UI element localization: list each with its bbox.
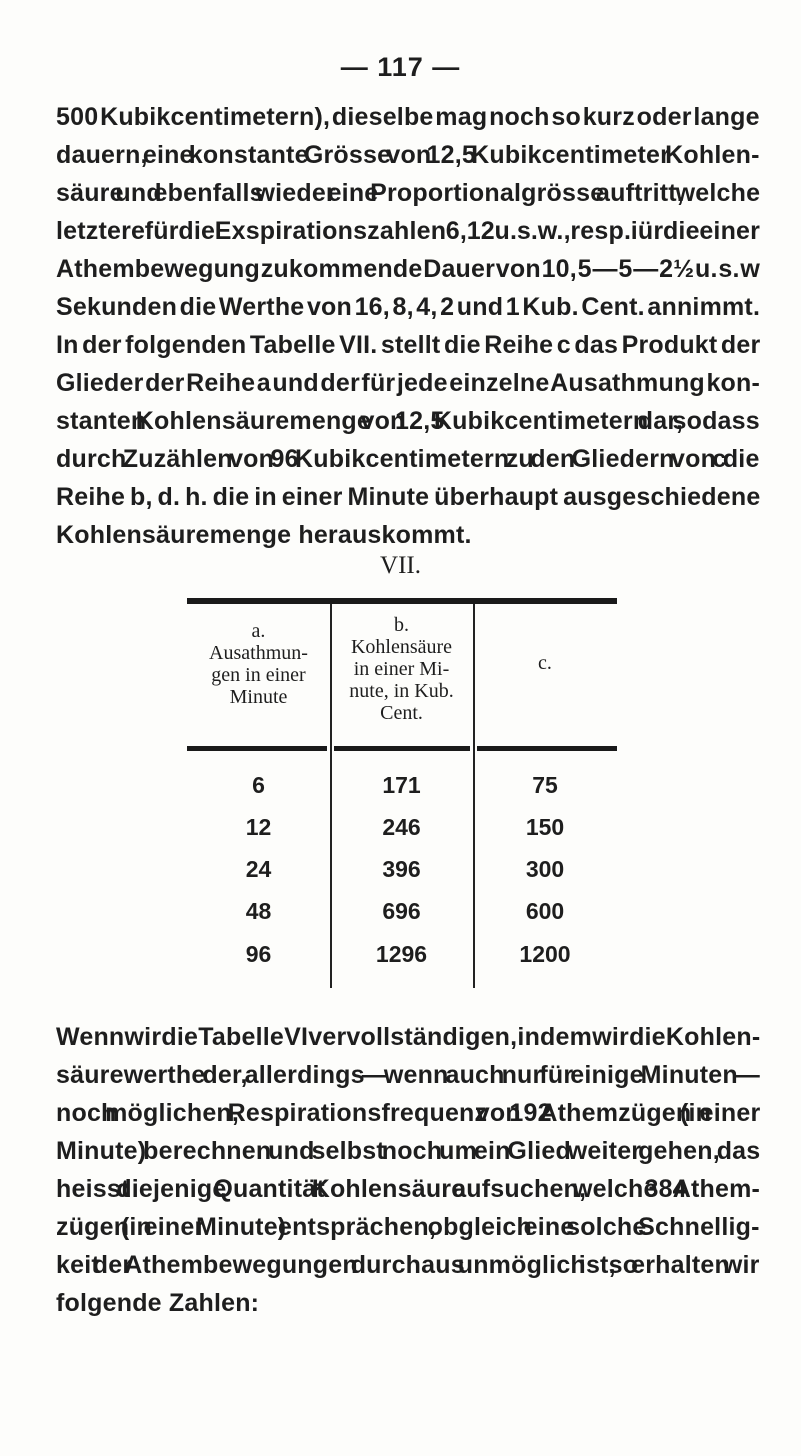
text-line: In der folgenden Tabelle VII. stellt die Reihe c das Produkt der [56,331,761,359]
text-line: Sekunden die Werthe von 16, 8, 4, 2 und 1 Kub. Cent. annimmt. [56,293,761,321]
column-header-c: c. [538,652,552,674]
text-line: noch möglichen, Respirationsfrequenz von 192 Athemzügen (in einer [56,1099,761,1127]
header-rule [477,746,617,751]
table-cell: 1200 [519,941,571,967]
text-line: Glieder der Reihe a und der für jede einzelne Ausathmung kon- [56,369,761,397]
table-cell: 696 [382,898,421,924]
table-cell: 48 [245,898,272,924]
table-cell: 12 [245,814,272,840]
text-line: säurewerthe der, allerdings — wenn auch nur für einige Minuten — [56,1061,761,1089]
page-number: — 117 — [340,52,461,82]
table-cell: 75 [532,772,558,798]
table-cell: 246 [382,814,421,840]
text-line: säure und ebenfalls wieder eine Proportionalgrösse auftritt, welche [56,179,761,207]
paragraph-2 [56,1018,760,1322]
table-cell: 1296 [375,941,428,967]
text-line: Athembewegung zukommende Dauer von 10, 5 — 5 — 2½ u. s. w [56,255,761,283]
text-line: stanten Kohlensäuremenge von 12,5 Kubikcentimetern dar, sodass [56,407,760,435]
text-line: Kohlensäuremenge herauskommt. [56,521,472,549]
table-cell: 300 [525,856,565,882]
paragraph-1 [56,98,760,554]
text-line: 500 Kubikcentimetern), dieselbe mag noch so kurz oder lange [56,103,760,131]
table-cell: 600 [525,898,565,924]
table-cell: 24 [245,856,272,882]
text-line: durch Zuzählen von 96 Kubikcentimetern zu den Gliedern von c die [56,445,760,473]
table-title: VII. [380,552,421,579]
column-header-a: a. Ausathmun- gen in einer Minute [209,620,308,708]
text-line: Reihe b, d. h. die in einer Minute überhaupt ausgeschiedene [56,483,761,511]
table-cell: 171 [382,772,421,798]
table-cell: 396 [382,856,421,882]
table-cell: 6 [252,772,265,798]
header-rule [187,746,327,751]
table-cell: 150 [525,814,565,840]
text-line: keit der Athembewegungen durchaus unmöglich ist, so erhalten wir [56,1251,760,1279]
text-line: heisst diejenige Quantität Kohlensäure aufsuchen, welche 384 Athem- [56,1175,761,1203]
text-line: dauern, eine konstante Grösse von 12,5 Kubikcentimeter Kohlen- [56,141,760,169]
table-cell: 96 [245,941,272,967]
text-line: Minute) berechnen und selbst noch um ein Glied weiter gehen, das [56,1137,761,1165]
text-line: folgende Zahlen: [56,1289,260,1317]
text-line: Wenn wir die Tabelle VI vervollständigen, indem wir die Kohlen- [56,1023,761,1051]
table-top-rule [187,598,617,604]
text-line: letztere für die Exspirationszahlen 6, 12 u. s. w., resp. iür die einer [56,217,761,245]
text-line: zügen (in einer Minute) entsprächen, obgleich eine solche Schnellig- [56,1213,760,1241]
column-header-b: b. Kohlensäure in einer Mi- nute, in Kub. Cent. [349,614,454,724]
header-rule [334,746,470,751]
